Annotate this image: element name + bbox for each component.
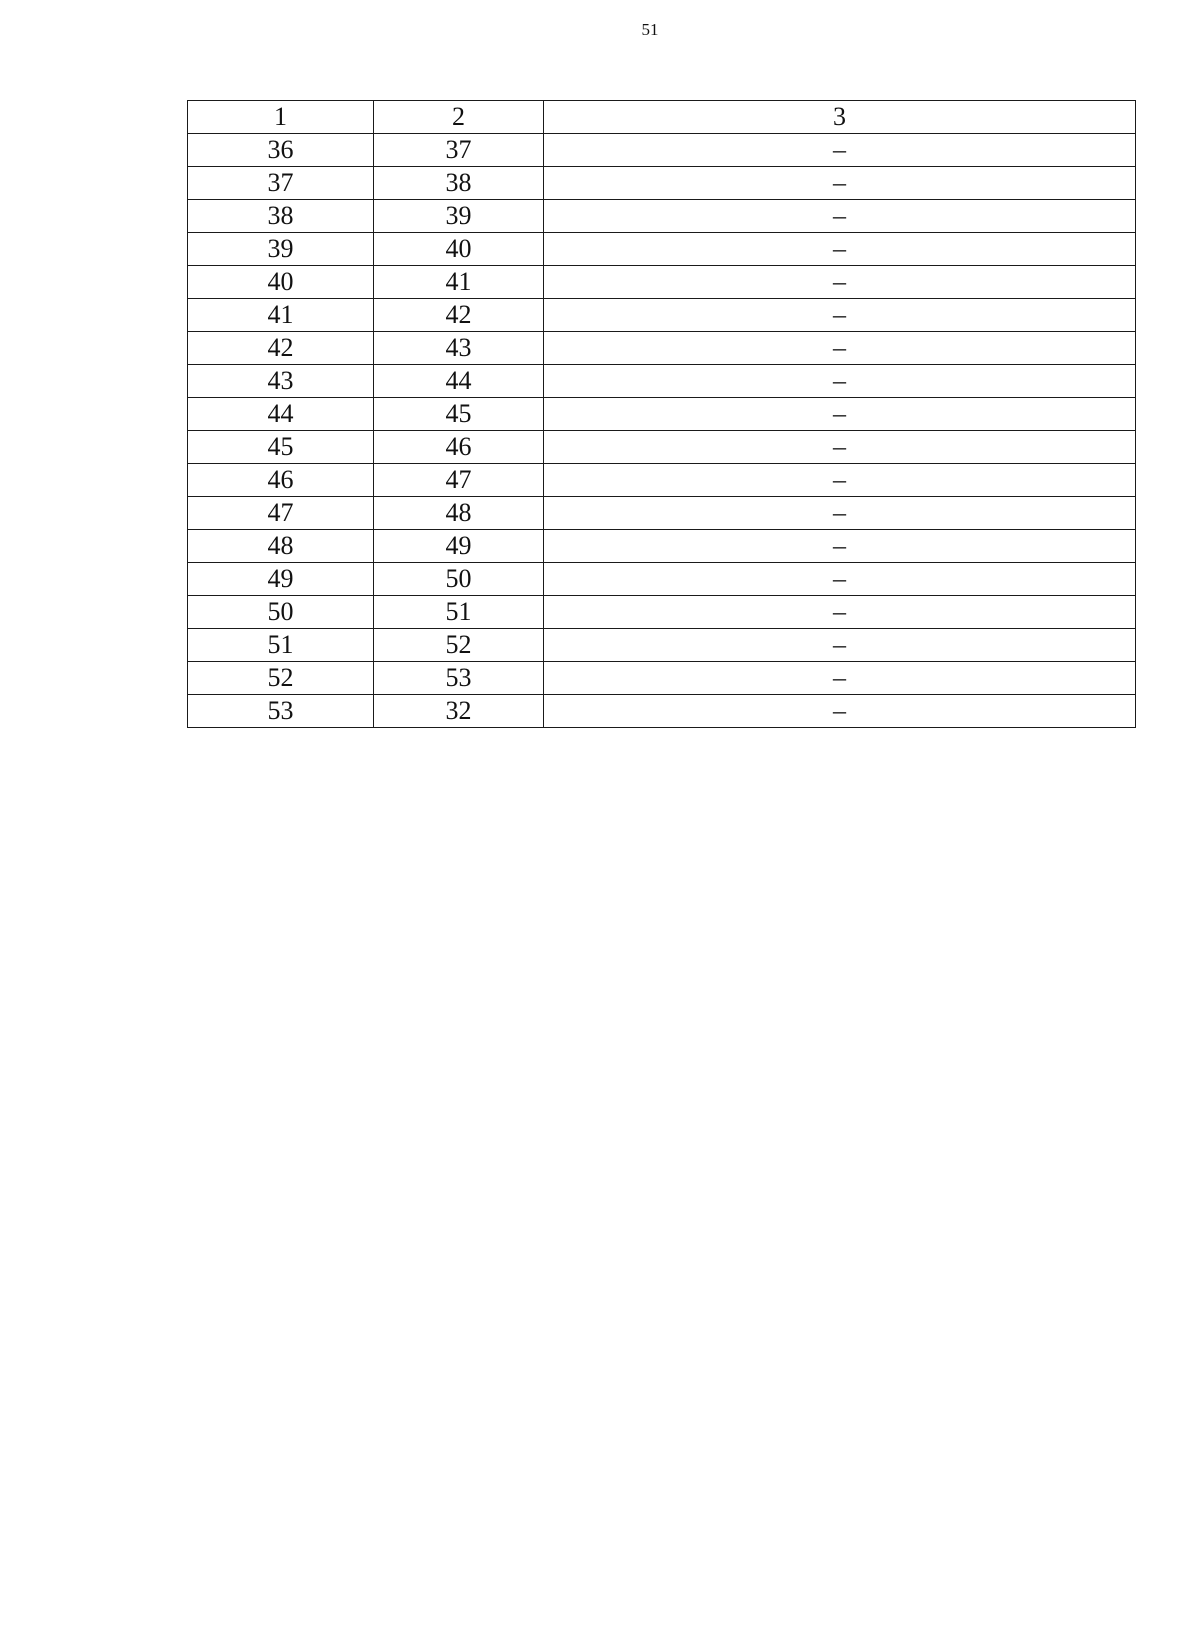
table-cell-col-2: 51	[374, 596, 544, 629]
table-cell-col-2: 42	[374, 299, 544, 332]
table-cell-col-3: –	[544, 134, 1136, 167]
table-cell-col-2: 44	[374, 365, 544, 398]
table-cell-col-2: 38	[374, 167, 544, 200]
table-row	[188, 167, 1136, 200]
table-cell-col-3: –	[544, 596, 1136, 629]
table-row	[188, 365, 1136, 398]
table-cell-col-3: –	[544, 299, 1136, 332]
table-cell-col-3: –	[544, 431, 1136, 464]
header-cell-1: 1	[188, 101, 374, 134]
table-cell-col-3: –	[544, 464, 1136, 497]
table-cell-col-2: 48	[374, 497, 544, 530]
table-cell-col-2: 52	[374, 629, 544, 662]
table-cell-col-3: –	[544, 365, 1136, 398]
table-row	[188, 233, 1136, 266]
table-cell-col-1: 41	[188, 299, 374, 332]
table-header-row	[188, 101, 1136, 134]
table-cell-col-1: 40	[188, 266, 374, 299]
table-row	[188, 299, 1136, 332]
table-row	[188, 200, 1136, 233]
table-cell-col-1: 50	[188, 596, 374, 629]
table-cell-col-1: 38	[188, 200, 374, 233]
table-cell-col-3: –	[544, 629, 1136, 662]
table-row	[188, 332, 1136, 365]
table-cell-col-3: –	[544, 563, 1136, 596]
table-row	[188, 266, 1136, 299]
table-cell-col-3: –	[544, 530, 1136, 563]
table-cell-col-3: –	[544, 233, 1136, 266]
table-row	[188, 662, 1136, 695]
table-cell-col-1: 36	[188, 134, 374, 167]
table-cell-col-2: 32	[374, 695, 544, 728]
table-row	[188, 596, 1136, 629]
table-cell-col-2: 37	[374, 134, 544, 167]
table-cell-col-1: 37	[188, 167, 374, 200]
table-cell-col-3: –	[544, 332, 1136, 365]
table-row	[188, 530, 1136, 563]
table-row	[188, 134, 1136, 167]
table-row	[188, 464, 1136, 497]
table-cell-col-1: 44	[188, 398, 374, 431]
table-cell-col-1: 43	[188, 365, 374, 398]
table-cell-col-1: 53	[188, 695, 374, 728]
table-cell-col-2: 40	[374, 233, 544, 266]
table-row	[188, 497, 1136, 530]
table-row	[188, 398, 1136, 431]
data-table	[187, 100, 1136, 728]
table-cell-col-1: 39	[188, 233, 374, 266]
table-cell-col-2: 46	[374, 431, 544, 464]
table-cell-col-1: 51	[188, 629, 374, 662]
table-cell-col-3: –	[544, 497, 1136, 530]
table-cell-col-1: 46	[188, 464, 374, 497]
table-cell-col-2: 43	[374, 332, 544, 365]
table-cell-col-3: –	[544, 167, 1136, 200]
page-number: 51	[641, 20, 659, 39]
table-body	[188, 101, 1136, 728]
table-cell-col-3: –	[544, 200, 1136, 233]
table-cell-col-1: 49	[188, 563, 374, 596]
table-cell-col-2: 49	[374, 530, 544, 563]
table-row	[188, 563, 1136, 596]
table-cell-col-2: 47	[374, 464, 544, 497]
table-cell-col-2: 45	[374, 398, 544, 431]
table-cell-col-1: 52	[188, 662, 374, 695]
table-cell-col-3: –	[544, 398, 1136, 431]
table-cell-col-3: –	[544, 695, 1136, 728]
header-cell-2: 2	[374, 101, 544, 134]
table-cell-col-2: 50	[374, 563, 544, 596]
table-cell-col-1: 45	[188, 431, 374, 464]
table-cell-col-3: –	[544, 266, 1136, 299]
table-cell-col-1: 47	[188, 497, 374, 530]
table-row	[188, 695, 1136, 728]
table-cell-col-1: 48	[188, 530, 374, 563]
header-cell-3: 3	[544, 101, 1136, 134]
table-row	[188, 431, 1136, 464]
table-cell-col-3: –	[544, 662, 1136, 695]
table-row	[188, 629, 1136, 662]
table-cell-col-2: 53	[374, 662, 544, 695]
table-cell-col-2: 39	[374, 200, 544, 233]
table-cell-col-1: 42	[188, 332, 374, 365]
table-cell-col-2: 41	[374, 266, 544, 299]
